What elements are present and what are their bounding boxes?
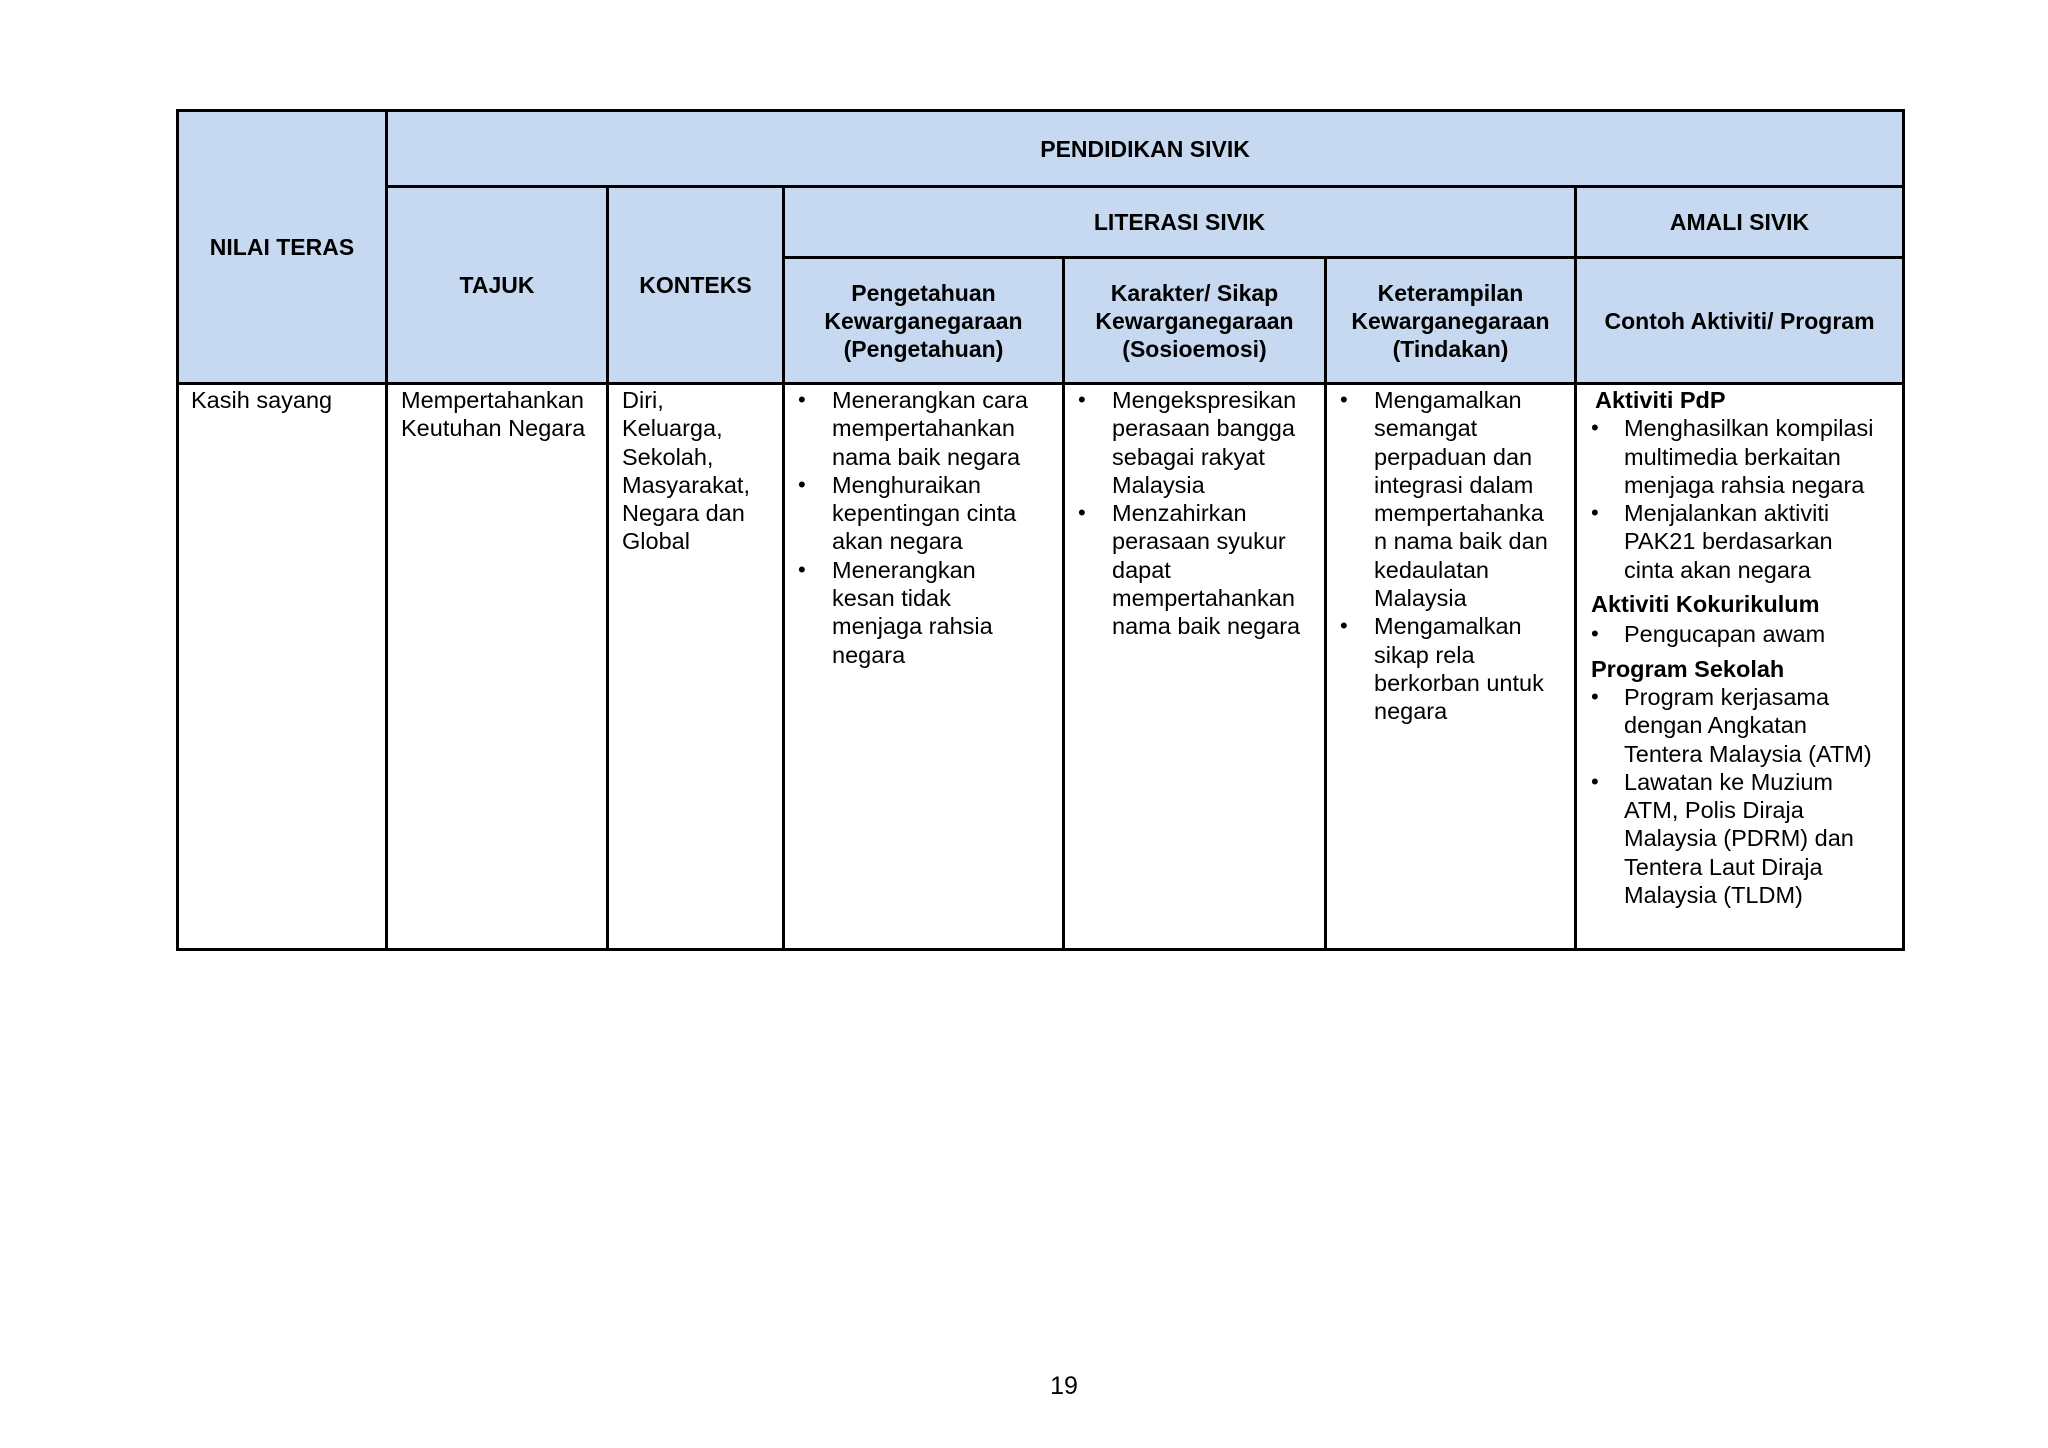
- tajuk-value: [388, 386, 606, 443]
- list-item-line: dengan Angkatan: [1624, 712, 1807, 739]
- list-item: [1065, 499, 1324, 640]
- header-karakter: [1064, 258, 1326, 384]
- list-item-line: kepentingan cinta: [832, 500, 1017, 527]
- list-item-line: negara: [1374, 698, 1448, 725]
- list-item-line: Malaysia (TLDM): [1624, 882, 1803, 909]
- konteks-line: Keluarga,: [622, 415, 723, 442]
- list-item-line: kesan tidak: [832, 585, 951, 612]
- program-sekolah-list: [1577, 683, 1902, 909]
- cell-sosioemosi: [1064, 384, 1326, 950]
- header-contoh-aktiviti: Contoh Aktiviti/ Program: [1576, 258, 1904, 384]
- cell-tajuk: [387, 384, 608, 950]
- list-item: [1577, 620, 1902, 648]
- list-item: [785, 386, 1062, 471]
- tajuk-line: Keutuhan Negara: [401, 415, 586, 442]
- cell-nilai-teras: [178, 384, 387, 950]
- list-item-line: Tentera Malaysia (ATM): [1624, 740, 1872, 767]
- table-row: [178, 384, 1904, 950]
- list-item: [1577, 683, 1902, 768]
- list-item-line: sikap rela: [1374, 641, 1475, 668]
- list-item-line: akan negara: [832, 528, 963, 555]
- list-item-line: perasaan bangga: [1112, 415, 1295, 442]
- header-pengetahuan-line: Pengetahuan: [851, 279, 996, 306]
- list-item: [785, 471, 1062, 556]
- list-item-line: cinta akan negara: [1624, 556, 1811, 583]
- list-item-line: • Menerangkan cara: [832, 387, 1028, 413]
- kokurikulum-heading: Aktiviti Kokurikulum: [1591, 591, 1820, 618]
- konteks-line: Masyarakat,: [622, 471, 750, 498]
- list-item-line: nama baik negara: [1112, 613, 1301, 640]
- list-item-line: • Lawatan ke Muzium: [1624, 768, 1833, 795]
- konteks-line: Sekolah,: [622, 443, 714, 470]
- list-item-line: semangat: [1374, 415, 1478, 442]
- list-item-line: • Menerangkan: [832, 556, 976, 583]
- nilai-teras-value: Kasih sayang: [191, 387, 333, 413]
- list-item-line: • Menghuraikan: [832, 471, 981, 498]
- header-amali-sivik: AMALI SIVIK: [1576, 187, 1904, 258]
- list-item: [1327, 612, 1574, 725]
- list-item-line: Malaysia: [1374, 585, 1467, 612]
- cell-tindakan: [1326, 384, 1576, 950]
- list-item-line: ATM, Polis Diraja: [1624, 797, 1804, 824]
- tajuk-line: Mempertahankan: [401, 387, 584, 413]
- list-item: [1577, 768, 1902, 909]
- list-item-line: Tentera Laut Diraja: [1624, 853, 1823, 880]
- list-item-line: mempertahankan: [832, 415, 1015, 442]
- cell-konteks: [608, 384, 784, 950]
- header-karakter-line: (Sosioemosi): [1122, 335, 1267, 362]
- list-item-line: negara: [832, 641, 906, 668]
- list-item: [785, 556, 1062, 669]
- list-item-line: dapat: [1112, 556, 1171, 583]
- list-item-line: mempertahanka: [1374, 500, 1544, 527]
- header-keterampilan-line: Kewarganegaraan: [1351, 307, 1550, 334]
- list-item-line: n nama baik dan: [1374, 528, 1548, 555]
- header-pengetahuan: [784, 258, 1064, 384]
- list-item-line: • Menjalankan aktiviti: [1624, 500, 1830, 527]
- header-pengetahuan-line: (Pengetahuan): [843, 335, 1004, 362]
- list-item: [1327, 386, 1574, 612]
- header-nilai-teras: NILAI TERAS: [178, 111, 387, 384]
- header-pengetahuan-line: Kewarganegaraan: [824, 307, 1023, 334]
- header-karakter-line: Kewarganegaraan: [1095, 307, 1294, 334]
- list-item-line: mempertahankan: [1112, 585, 1295, 612]
- header-keterampilan-line: Keterampilan: [1377, 279, 1524, 306]
- konteks-value: [609, 386, 782, 556]
- list-item-line: • Program kerjasama: [1624, 683, 1830, 710]
- tindakan-list: [1327, 386, 1574, 726]
- list-item-line: PAK21 berdasarkan: [1624, 528, 1833, 555]
- cell-pengetahuan: [784, 384, 1064, 950]
- list-item-line: menjaga rahsia: [832, 613, 993, 640]
- konteks-line: Negara dan: [622, 500, 745, 527]
- header-row-1: [178, 111, 1904, 187]
- list-item-line: • Mengekspresikan: [1112, 387, 1297, 413]
- list-item-line: perasaan syukur: [1112, 528, 1286, 555]
- sosioemosi-list: [1065, 386, 1324, 641]
- konteks-line: Diri,: [622, 387, 664, 413]
- header-keterampilan: [1326, 258, 1576, 384]
- header-karakter-line: Karakter/ Sikap: [1110, 279, 1279, 306]
- cell-amali: [1576, 384, 1904, 950]
- list-item-line: Malaysia (PDRM) dan: [1624, 825, 1854, 852]
- pdp-heading: Aktiviti PdP: [1595, 387, 1726, 413]
- kokurikulum-list: [1577, 620, 1902, 648]
- list-item-line: menjaga rahsia negara: [1624, 471, 1865, 498]
- list-item-line: berkorban untuk: [1374, 669, 1544, 696]
- list-item-line: multimedia berkaitan: [1624, 443, 1841, 470]
- list-item-line: perpaduan dan: [1374, 443, 1533, 470]
- program-sekolah-heading: Program Sekolah: [1591, 655, 1785, 682]
- header-tajuk: TAJUK: [387, 187, 608, 384]
- header-literasi-sivik: LITERASI SIVIK: [784, 187, 1576, 258]
- civic-education-table: [176, 109, 1905, 951]
- list-item-line: • Mengamalkan: [1374, 613, 1522, 640]
- list-item-line: integrasi dalam: [1374, 471, 1534, 498]
- pengetahuan-list: [785, 386, 1062, 669]
- list-item-line: • Mengamalkan: [1374, 387, 1522, 413]
- list-item-line: • Pengucapan awam: [1624, 621, 1826, 648]
- header-konteks: KONTEKS: [608, 187, 784, 384]
- header-keterampilan-line: (Tindakan): [1392, 335, 1509, 362]
- list-item: [1577, 414, 1902, 499]
- list-item: [1065, 386, 1324, 499]
- list-item-line: Malaysia: [1112, 471, 1205, 498]
- page-number: 19: [1050, 1372, 1078, 1400]
- list-item: [1577, 499, 1902, 584]
- list-item-line: nama baik negara: [832, 443, 1021, 470]
- konteks-line: Global: [622, 528, 690, 555]
- list-item-line: sebagai rakyat: [1112, 443, 1265, 470]
- header-row-2: [178, 187, 1904, 258]
- list-item-line: kedaulatan: [1374, 556, 1489, 583]
- list-item-line: • Menghasilkan kompilasi: [1624, 415, 1874, 442]
- pdp-list: [1577, 414, 1902, 584]
- header-pendidikan-sivik: PENDIDIKAN SIVIK: [387, 111, 1904, 187]
- list-item-line: • Menzahirkan: [1112, 500, 1247, 527]
